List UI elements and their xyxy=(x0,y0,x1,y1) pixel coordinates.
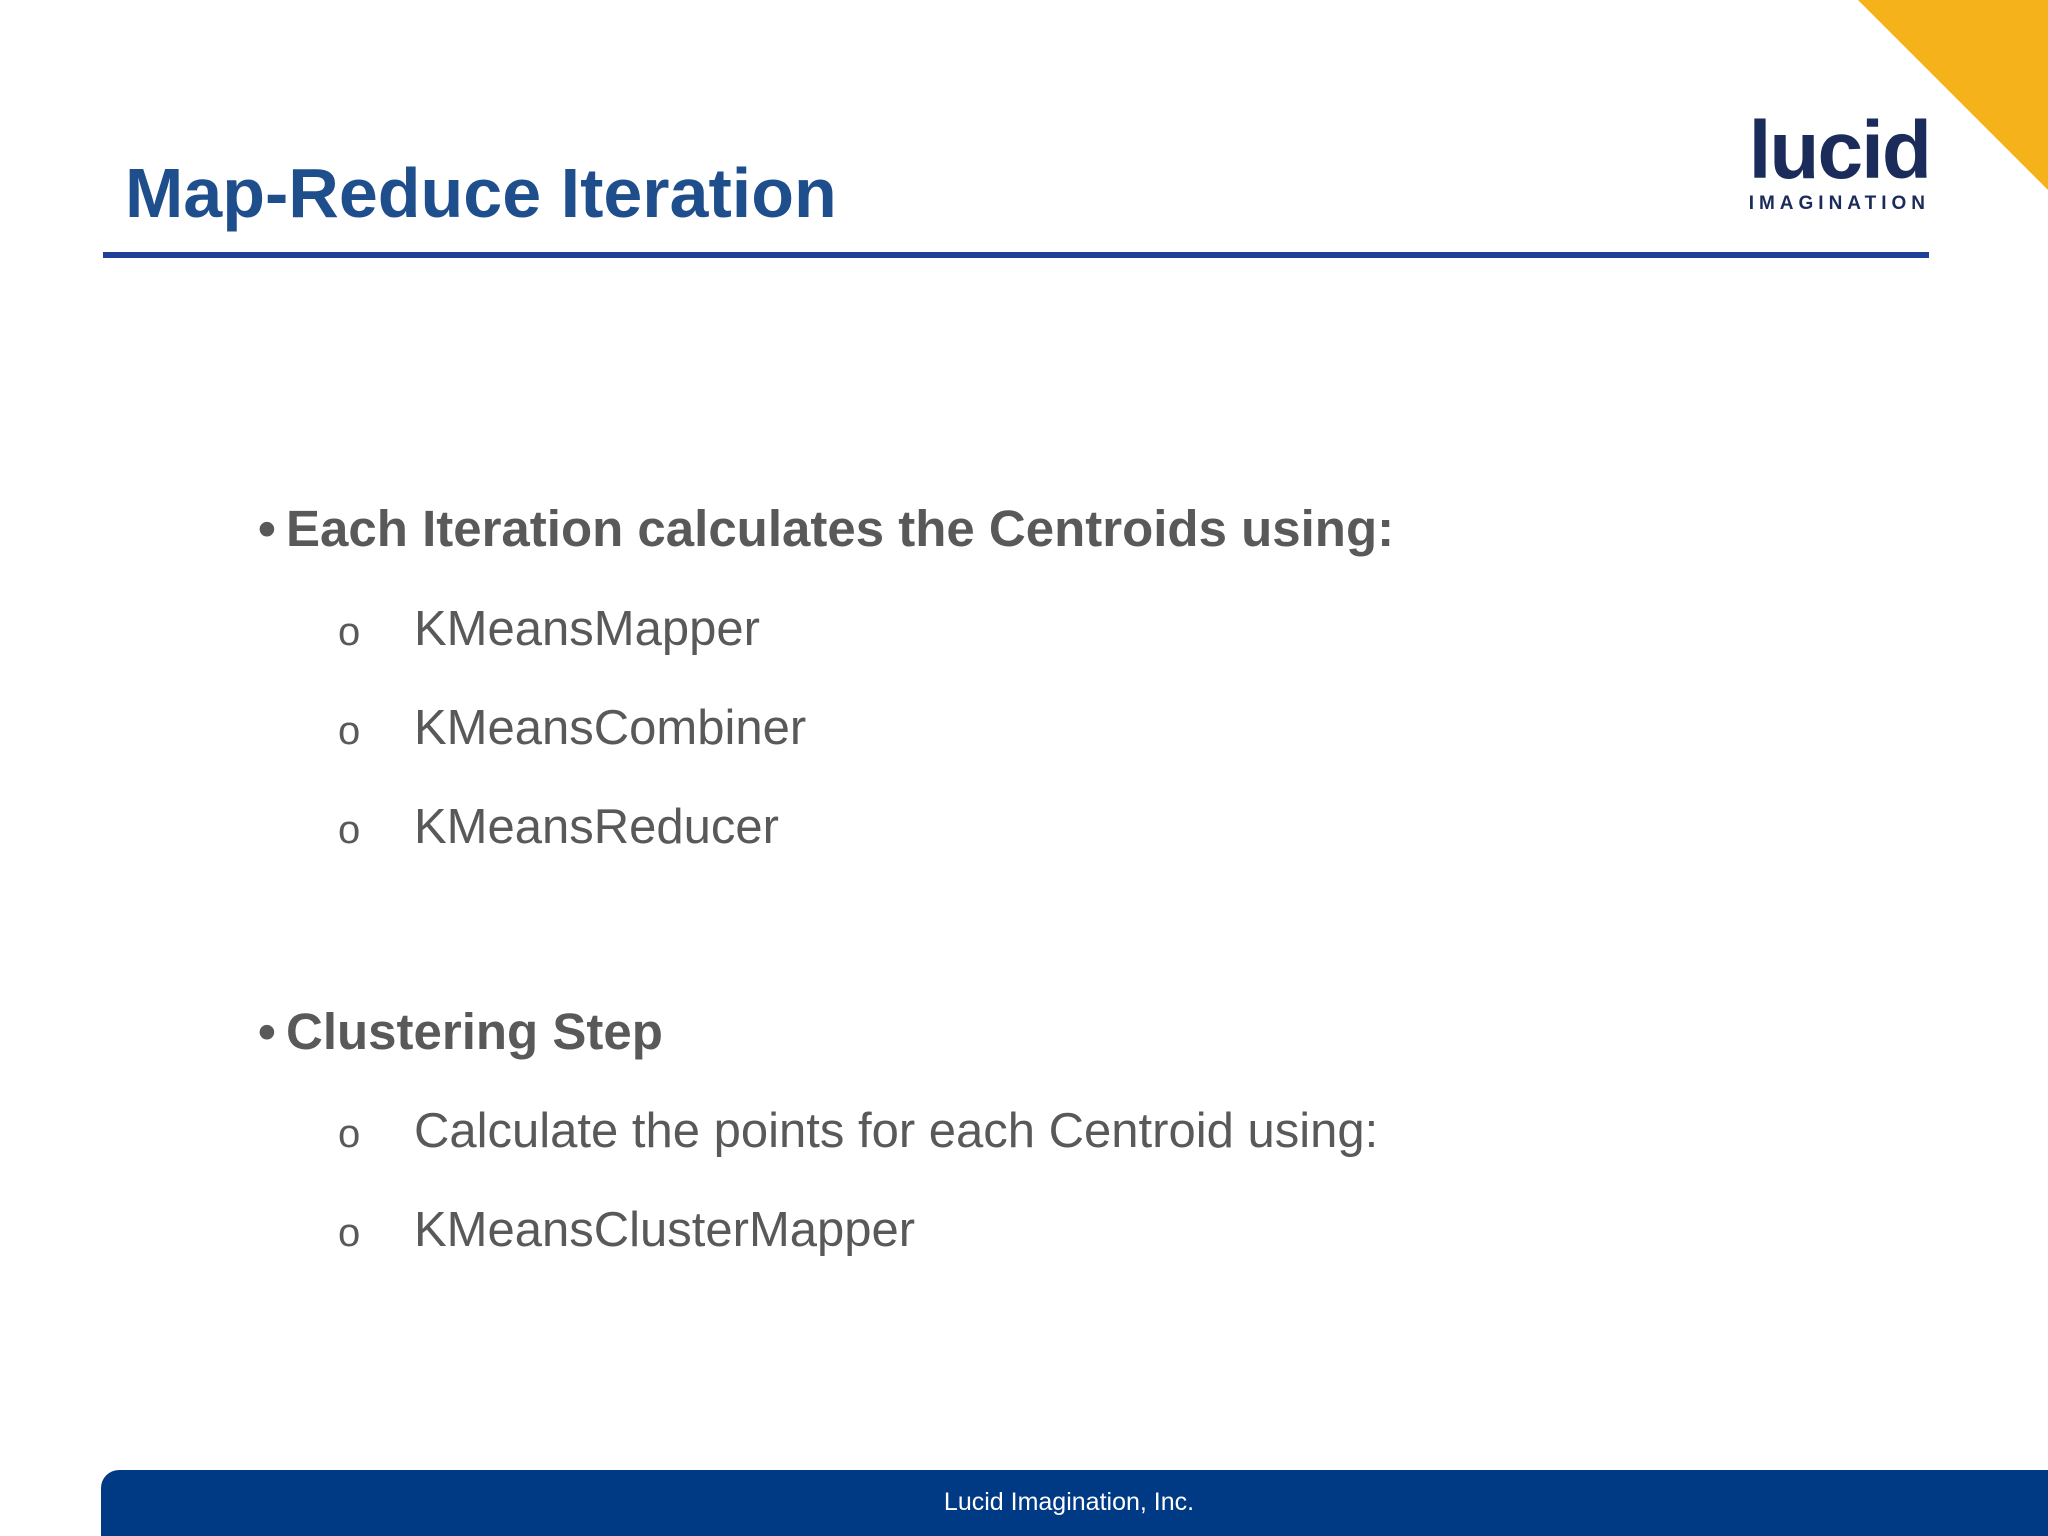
list-item xyxy=(338,1104,1379,1158)
section-heading-text: Each Iteration calculates the Centroids using: xyxy=(286,500,1395,557)
section-heading-text: Clustering Step xyxy=(286,1003,663,1060)
list-item-text: KMeansReducer xyxy=(414,800,779,854)
bullet-icon: • xyxy=(258,1003,276,1060)
logo-subtitle: IMAGINATION xyxy=(1748,193,1930,214)
hollow-bullet-icon: o xyxy=(338,1211,361,1255)
hollow-bullet-icon: o xyxy=(338,1112,361,1156)
section-heading-iteration xyxy=(258,500,1395,557)
list-item-text: KMeansClusterMapper xyxy=(414,1203,916,1257)
hollow-bullet-icon: o xyxy=(338,610,361,654)
section-heading-clustering xyxy=(258,1003,663,1060)
footer-text: Lucid Imagination, Inc. xyxy=(943,1488,1195,1516)
list-item xyxy=(338,1203,916,1257)
lucid-imagination-logo xyxy=(1740,105,1930,214)
list-item xyxy=(338,701,807,755)
hollow-bullet-icon: o xyxy=(338,808,361,852)
list-item-text: KMeansMapper xyxy=(414,602,760,656)
list-item-text: KMeansCombiner xyxy=(414,701,807,755)
list-item-text: Calculate the points for each Centroid using: xyxy=(414,1104,1379,1158)
hollow-bullet-icon: o xyxy=(338,709,361,753)
logo-wordmark: lucid xyxy=(1748,105,1930,196)
list-item xyxy=(338,800,779,854)
bullet-icon: • xyxy=(258,500,276,557)
title-divider xyxy=(103,252,1929,258)
slide-title: Map-Reduce Iteration xyxy=(125,154,837,232)
list-item xyxy=(338,602,760,656)
